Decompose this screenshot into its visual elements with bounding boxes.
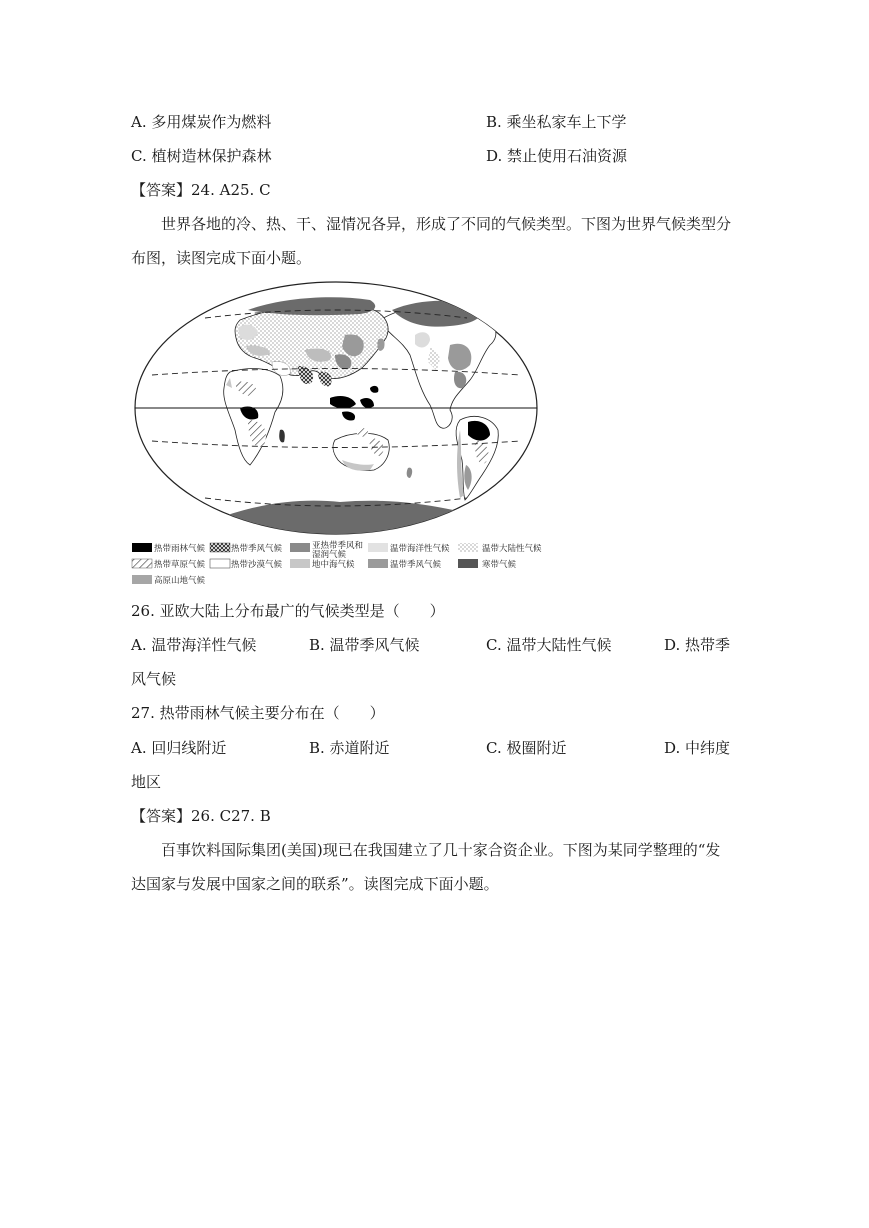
option-b-q26: B. 温带季风气候 <box>309 636 420 654</box>
legend-swatch-mediterranean <box>290 559 310 568</box>
option-c-q27: C. 极圈附近 <box>486 739 567 757</box>
legend-swatch-subtropical <box>290 543 310 552</box>
question-27-stem: 27. 热带雨林气候主要分布在（ ） <box>131 704 385 722</box>
answer-26-27: 【答案】26. C27. B <box>131 807 271 825</box>
legend-label-tropical-monsoon: 热带季风气候 <box>231 544 283 554</box>
legend-label-maritime: 温带海洋性气候 <box>390 544 450 554</box>
option-b-q27: B. 赤道附近 <box>309 739 390 757</box>
legend-label-subtropical-2: 湿润气候 <box>312 550 347 560</box>
legend-swatch-desert <box>210 559 230 568</box>
option-a-q25: A. 多用煤炭作为燃料 <box>131 113 272 131</box>
legend-swatch-temperate-monsoon <box>368 559 388 568</box>
legend-swatch-rainforest <box>132 543 152 552</box>
legend-label-highland: 高原山地气候 <box>154 576 206 586</box>
climate-intro-line2: 布图，读图完成下面小题。 <box>131 249 312 267</box>
option-d-q27-continued: 地区 <box>131 773 162 791</box>
legend-swatch-savanna <box>132 559 152 568</box>
question-26-stem: 26. 亚欧大陆上分布最广的气候类型是（ ） <box>131 602 445 620</box>
option-b-q25: B. 乘坐私家车上下学 <box>486 113 627 131</box>
answer-24-25: 【答案】24. A25. C <box>131 181 271 199</box>
option-c-q26: C. 温带大陆性气候 <box>486 636 612 654</box>
legend-label-continental: 温带大陆性气候 <box>482 544 542 554</box>
option-d-q25: D. 禁止使用石油资源 <box>486 147 628 165</box>
legend-label-subtropical: 亚热带季风和 <box>312 541 364 551</box>
option-d-q27: D. 中纬度 <box>664 739 731 757</box>
legend-label-temperate-monsoon: 温带季风气候 <box>390 560 442 570</box>
legend-label-polar: 寒带气候 <box>482 560 517 570</box>
pepsi-intro-line1: 百事饮料国际集团(美国)现已在我国建立了几十家合资企业。下图为某同学整理的“发 <box>161 841 721 859</box>
legend-label-savanna: 热带草原气候 <box>154 560 206 570</box>
legend-swatch-highland <box>132 575 152 584</box>
legend-swatch-polar <box>458 559 478 568</box>
option-d-q26-continued: 风气候 <box>131 670 177 688</box>
map-legend <box>132 540 542 586</box>
pepsi-intro-line2: 达国家与发展中国家之间的联系”。读图完成下面小题。 <box>131 875 499 893</box>
climate-intro-line1: 世界各地的冷、热、干、湿情况各异，形成了不同的气候类型。下图为世界气候类型分 <box>161 215 732 233</box>
world-climate-map <box>130 280 550 586</box>
option-c-q25: C. 植树造林保护森林 <box>131 147 272 165</box>
legend-label-rainforest: 热带雨林气候 <box>154 544 206 554</box>
legend-swatch-continental <box>458 543 478 552</box>
option-a-q27: A. 回归线附近 <box>131 739 227 757</box>
legend-label-mediterranean: 地中海气候 <box>312 560 355 570</box>
climate-map-figure <box>130 280 550 586</box>
legend-swatch-tropical-monsoon <box>210 543 230 552</box>
legend-label-desert: 热带沙漠气候 <box>231 560 283 570</box>
option-a-q26: A. 温带海洋性气候 <box>131 636 257 654</box>
option-d-q26: D. 热带季 <box>664 636 731 654</box>
legend-swatch-maritime <box>368 543 388 552</box>
